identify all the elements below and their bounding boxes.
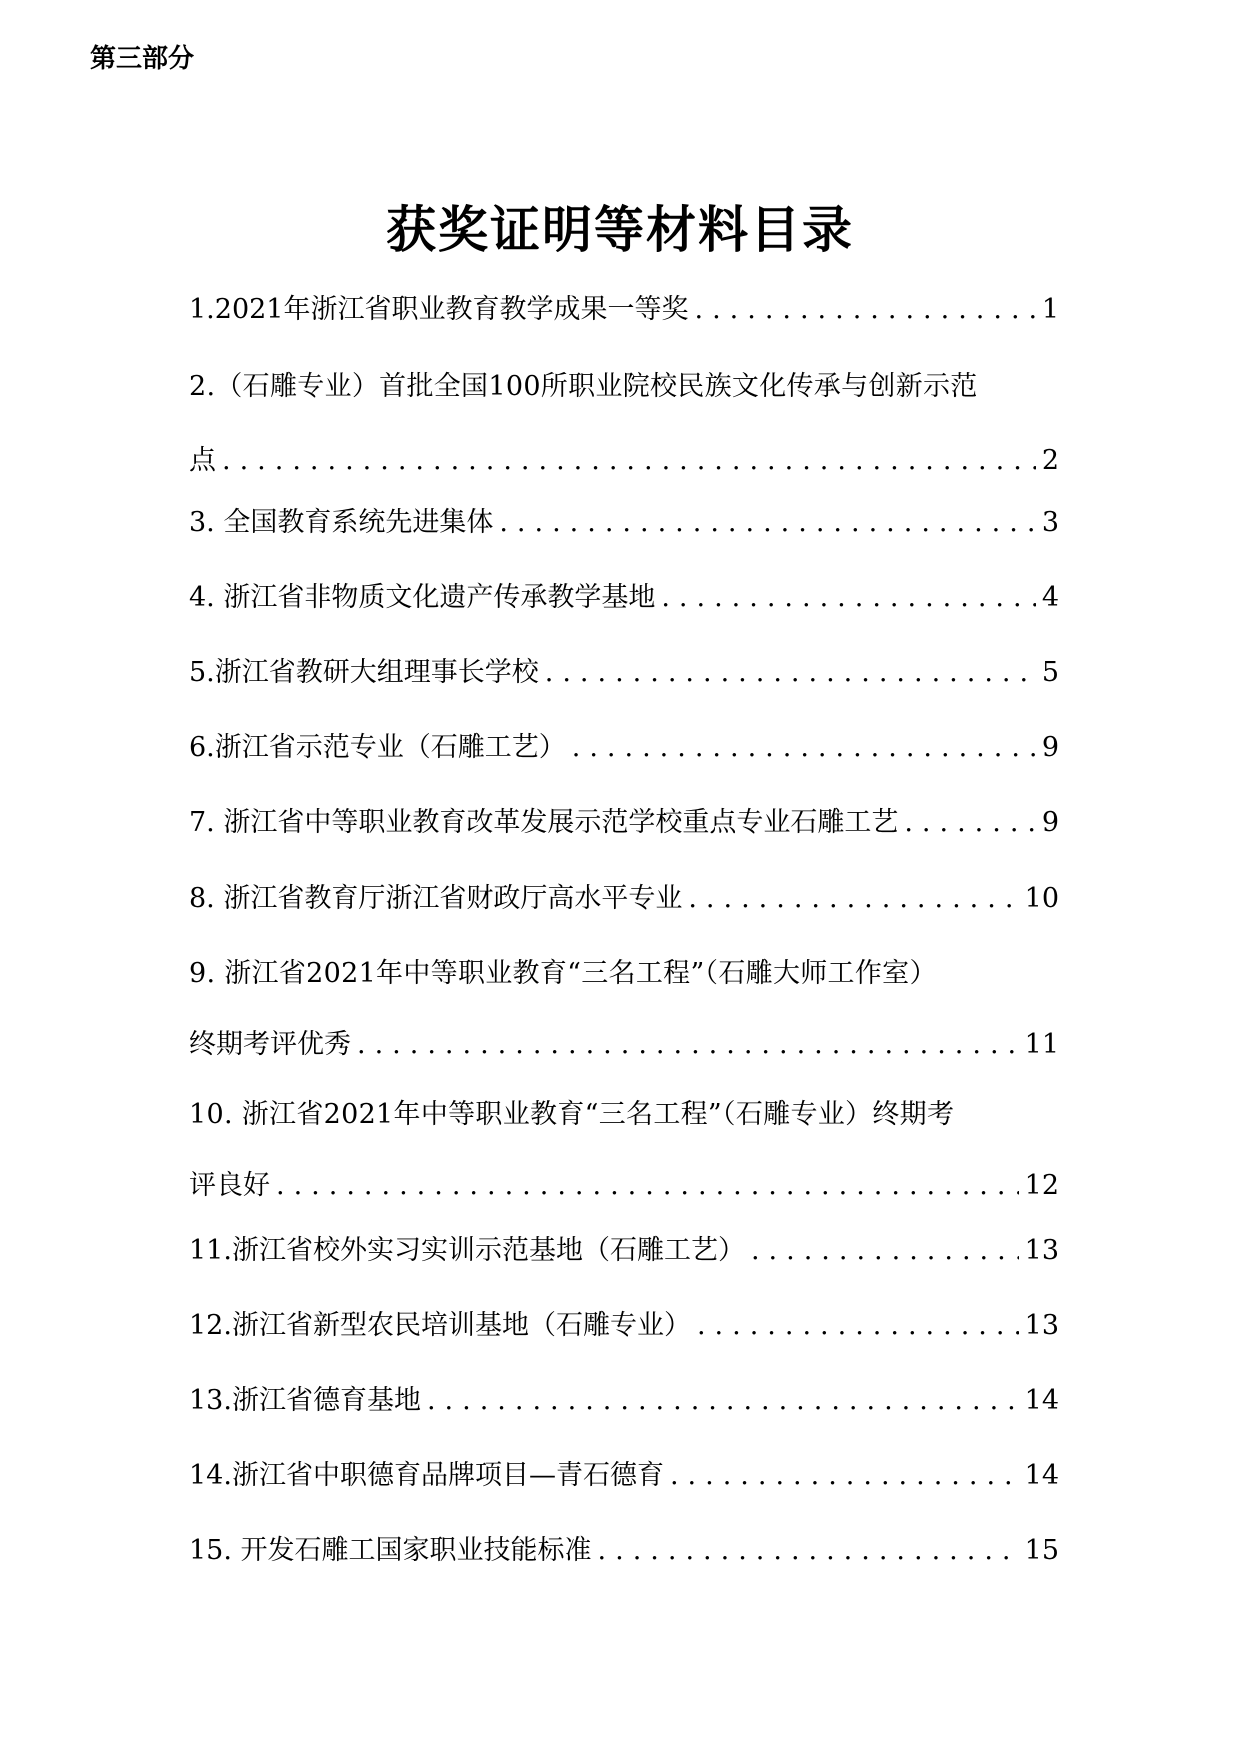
toc-entry-text: 14.浙江省中职德育品牌项目—青石德育 <box>189 1460 664 1491</box>
toc-page-number: 11 <box>1024 1029 1059 1060</box>
toc-entry-text-line1: 9. 浙江省2021年中等职业教育“三名工程”（石雕大师工作室） <box>189 958 937 989</box>
toc-entry-text: 11.浙江省校外实习实训示范基地（石雕工艺） <box>189 1235 745 1266</box>
toc-entry-text: 1.2021年浙江省职业教育教学成果一等奖 <box>189 294 689 325</box>
toc-entry-text: 3. 全国教育系统先进集体 <box>189 507 494 538</box>
toc-entry-15 <box>189 1531 1059 1571</box>
toc-entry-text: 4. 浙江省非物质文化遗产传承教学基地 <box>189 582 656 613</box>
dot-leader <box>751 1231 1019 1271</box>
toc-page-number: 9 <box>1041 732 1059 763</box>
toc-entry-3 <box>189 503 1059 543</box>
toc-page-number: 5 <box>1041 657 1059 688</box>
dot-leader <box>276 1166 1019 1206</box>
toc-page-number: 14 <box>1024 1460 1059 1491</box>
dot-leader <box>545 653 1036 693</box>
dot-leader <box>688 879 1018 919</box>
dot-leader <box>357 1025 1019 1065</box>
toc-entry-text-line1: 10. 浙江省2021年中等职业教育“三名工程”（石雕专业）终期考 <box>189 1099 955 1130</box>
dot-leader <box>694 290 1035 330</box>
toc-page-number: 12 <box>1024 1170 1059 1201</box>
toc-page-number: 15 <box>1024 1535 1059 1566</box>
toc-entry-text: 6.浙江省示范专业（石雕工艺） <box>189 732 566 763</box>
toc-entry-2 <box>189 367 1059 481</box>
toc-entry-8 <box>189 879 1059 919</box>
toc-entry-text: 点 <box>189 445 216 476</box>
toc-entry-14 <box>189 1456 1059 1496</box>
dot-leader <box>670 1456 1019 1496</box>
toc-entry-text-line1: 2.（石雕专业）首批全国100所职业院校民族文化传承与创新示范 <box>189 371 978 402</box>
toc-entry-text: 13.浙江省德育基地 <box>189 1385 421 1416</box>
toc-entry-text: 15. 开发石雕工国家职业技能标准 <box>189 1535 592 1566</box>
toc-entry-4 <box>189 578 1059 618</box>
toc-entry-text: 评良好 <box>189 1170 270 1201</box>
toc-page-number: 9 <box>1041 807 1059 838</box>
dot-leader <box>427 1381 1019 1421</box>
toc-entry-text: 终期考评优秀 <box>189 1029 351 1060</box>
toc-page-number: 14 <box>1024 1385 1059 1416</box>
toc-entry-text: 7. 浙江省中等职业教育改革发展示范学校重点专业石雕工艺 <box>189 807 899 838</box>
toc-entry-11 <box>189 1231 1059 1271</box>
dot-leader <box>572 728 1036 768</box>
section-label: 第三部分 <box>90 44 195 74</box>
toc-entry-10 <box>189 1095 1059 1206</box>
toc-entry-6 <box>189 728 1059 768</box>
toc-entry-text: 8. 浙江省教育厅浙江省财政厅高水平专业 <box>189 883 683 914</box>
toc-page-number: 13 <box>1024 1310 1059 1341</box>
dot-leader <box>697 1306 1019 1346</box>
toc-entry-text: 12.浙江省新型农民培训基地（石雕专业） <box>189 1310 691 1341</box>
dot-leader <box>222 441 1036 481</box>
dot-leader <box>904 803 1035 843</box>
toc-entry-9 <box>189 954 1059 1065</box>
toc-entry-13 <box>189 1381 1059 1421</box>
dot-leader <box>499 503 1035 543</box>
toc-page-number: 4 <box>1041 582 1059 613</box>
page-title: 获奖证明等材料目录 <box>386 200 854 259</box>
toc-page-number: 2 <box>1041 445 1059 476</box>
dot-leader <box>661 578 1035 618</box>
toc-entry-1 <box>189 290 1059 330</box>
toc-entry-7 <box>189 803 1059 843</box>
toc-entry-5 <box>189 653 1059 693</box>
toc-entry-12 <box>189 1306 1059 1346</box>
toc-page-number: 10 <box>1024 883 1059 914</box>
dot-leader <box>598 1531 1019 1571</box>
toc-entry-text: 5.浙江省教研大组理事长学校 <box>189 657 539 688</box>
toc-page-number: 1 <box>1041 294 1059 325</box>
toc-page-number: 3 <box>1041 507 1059 538</box>
toc-page-number: 13 <box>1024 1235 1059 1266</box>
